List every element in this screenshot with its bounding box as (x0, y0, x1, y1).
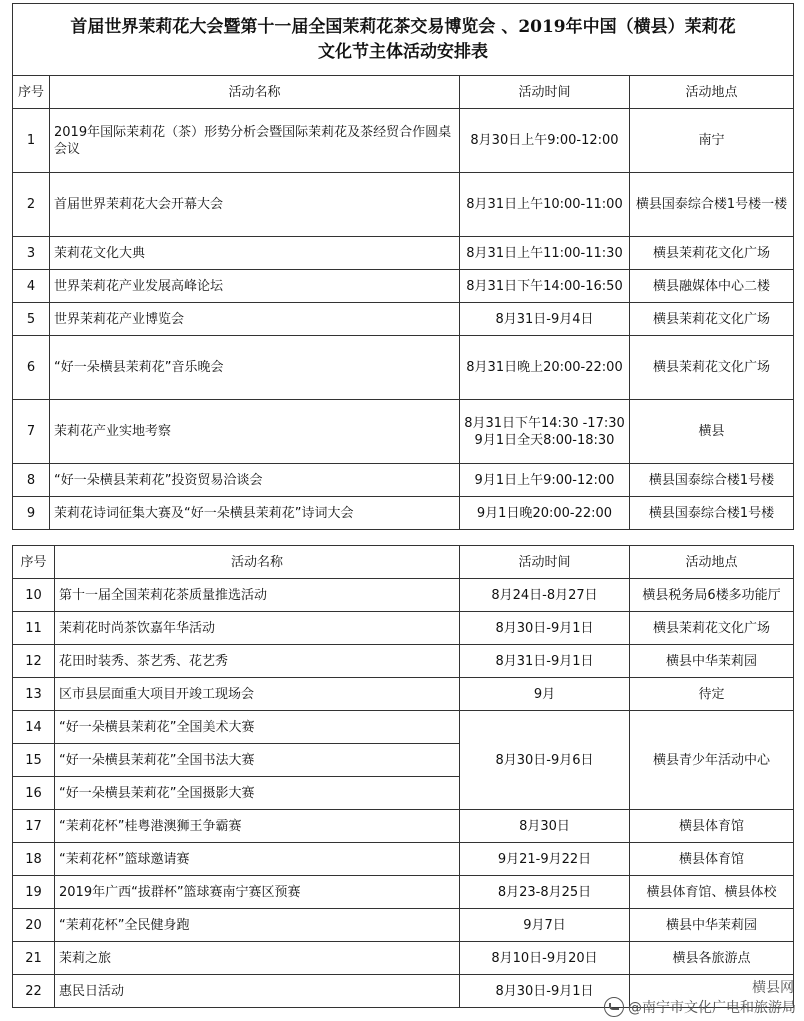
row-name: “茉莉花杯”全民健身跑 (55, 909, 460, 942)
row-place: 待定 (630, 678, 794, 711)
row-no: 2 (13, 173, 50, 237)
row-name: “茉莉花杯”桂粤港澳狮王争霸赛 (55, 810, 460, 843)
row-no: 5 (13, 303, 50, 336)
row-time-part-b: 9月1日全天8:00-18:30 (474, 432, 615, 448)
row-name: 2019年国际茉莉花（茶）形势分析会暨国际茉莉花及茶经贸合作圆桌会议 (50, 109, 460, 173)
watermark-site (752, 977, 794, 997)
row-no: 20 (13, 909, 55, 942)
row-place: 横县茉莉花文化广场 (630, 237, 794, 270)
watermark-site-label: 横县网 (752, 980, 794, 996)
row-place: 横县茉莉花文化广场 (630, 612, 794, 645)
row-no: 18 (13, 843, 55, 876)
row-place-merged: 横县青少年活动中心 (630, 711, 794, 810)
row-no: 16 (13, 777, 55, 810)
row-no: 15 (13, 744, 55, 777)
row-no: 1 (13, 109, 50, 173)
table-row (13, 336, 794, 400)
row-no: 10 (13, 579, 55, 612)
row-time: 8月31日-9月4日 (460, 303, 630, 336)
table-row (13, 810, 794, 843)
table-row (13, 612, 794, 645)
row-no: 11 (13, 612, 55, 645)
row-name: 惠民日活动 (55, 975, 460, 1008)
row-no: 12 (13, 645, 55, 678)
row-place: 横县茉莉花文化广场 (630, 303, 794, 336)
row-name: 茉莉花产业实地考察 (50, 400, 460, 464)
schedule-table-1 (12, 3, 794, 530)
row-no: 8 (13, 464, 50, 497)
table-row (13, 303, 794, 336)
header-name: 活动名称 (50, 76, 460, 109)
row-place: 横县中华茉莉园 (630, 909, 794, 942)
row-place: 横县茉莉花文化广场 (630, 336, 794, 400)
row-place: 横县体育馆 (630, 843, 794, 876)
row-no: 7 (13, 400, 50, 464)
table-row (13, 173, 794, 237)
row-time: 9月7日 (460, 909, 630, 942)
row-time: 8月10日-9月20日 (460, 942, 630, 975)
row-time-merged: 8月30日-9月6日 (460, 711, 630, 810)
table-header (13, 76, 794, 109)
row-place: 横县国泰综合楼1号楼一楼 (630, 173, 794, 237)
row-name: “好一朵横县茉莉花”全国书法大赛 (55, 744, 460, 777)
table-header (13, 546, 794, 579)
row-time-part-a: 8月31日下午14:30 -17:30 (464, 415, 625, 431)
row-time: 8月31日上午10:00-11:00 (460, 173, 630, 237)
row-time: 9月21-9月22日 (460, 843, 630, 876)
table-row (13, 109, 794, 173)
row-name: 世界茉莉花产业博览会 (50, 303, 460, 336)
row-time: 8月30日上午9:00-12:00 (460, 109, 630, 173)
table-row (13, 464, 794, 497)
header-no: 序号 (13, 546, 55, 579)
row-name: “好一朵横县茉莉花”全国摄影大赛 (55, 777, 460, 810)
table-row (13, 876, 794, 909)
header-place: 活动地点 (630, 76, 794, 109)
row-name: “好一朵横县茉莉花”全国美术大赛 (55, 711, 460, 744)
table-row (13, 678, 794, 711)
row-time: 8月30日-9月1日 (460, 975, 630, 1008)
row-name: 区市县层面重大项目开竣工现场会 (55, 678, 460, 711)
row-time: 9月 (460, 678, 630, 711)
row-time: 8月30日 (460, 810, 630, 843)
table-row (13, 711, 794, 744)
row-no: 14 (13, 711, 55, 744)
row-place: 横县融媒体中心二楼 (630, 270, 794, 303)
table-row (13, 909, 794, 942)
row-no: 21 (13, 942, 55, 975)
row-no: 9 (13, 497, 50, 530)
row-time: 8月31日晚上20:00-22:00 (460, 336, 630, 400)
row-name: 茉莉花文化大典 (50, 237, 460, 270)
header-no: 序号 (13, 76, 50, 109)
row-time: 8月24日-8月27日 (460, 579, 630, 612)
row-time: 9月1日上午9:00-12:00 (460, 464, 630, 497)
row-place: 横县中华茉莉园 (630, 645, 794, 678)
row-name: 茉莉之旅 (55, 942, 460, 975)
row-time: 9月1日晚20:00-22:00 (460, 497, 630, 530)
row-no: 22 (13, 975, 55, 1008)
table-row (13, 843, 794, 876)
schedule-table-2 (12, 545, 794, 1008)
row-time: 8月31日-9月1日 (460, 645, 630, 678)
row-no: 13 (13, 678, 55, 711)
row-name: “好一朵横县茉莉花”投资贸易洽谈会 (50, 464, 460, 497)
title-line-1: 首届世界茉莉花大会暨第十一届全国茉莉花茶交易博览会 、2019年中国（横县）茉莉花 (70, 16, 736, 37)
row-name: 首届世界茉莉花大会开幕大会 (50, 173, 460, 237)
row-time (460, 400, 630, 464)
table-row (13, 400, 794, 464)
row-name: 茉莉花诗词征集大赛及“好一朵横县茉莉花”诗词大会 (50, 497, 460, 530)
row-time: 8月31日上午11:00-11:30 (460, 237, 630, 270)
table-row (13, 497, 794, 530)
schedule-sheet-1 (12, 3, 793, 530)
row-place: 横县国泰综合楼1号楼 (630, 497, 794, 530)
row-name: 世界茉莉花产业发展高峰论坛 (50, 270, 460, 303)
table-row (13, 237, 794, 270)
row-place: 横县 (630, 400, 794, 464)
header-time: 活动时间 (460, 546, 630, 579)
table-row (13, 270, 794, 303)
row-place: 横县税务局6楼多功能厅 (630, 579, 794, 612)
weibo-logo-icon (604, 997, 624, 1017)
row-place: 横县国泰综合楼1号楼 (630, 464, 794, 497)
header-name: 活动名称 (55, 546, 460, 579)
row-no: 17 (13, 810, 55, 843)
row-name: 2019年广西“拔群杯”篮球赛南宁赛区预赛 (55, 876, 460, 909)
row-name: 花田时装秀、茶艺秀、花艺秀 (55, 645, 460, 678)
row-name: 第十一届全国茉莉花茶质量推选活动 (55, 579, 460, 612)
row-name: 茉莉花时尚茶饮嘉年华活动 (55, 612, 460, 645)
row-time: 8月30日-9月1日 (460, 612, 630, 645)
row-no: 19 (13, 876, 55, 909)
row-time: 8月23-8月25日 (460, 876, 630, 909)
row-no: 3 (13, 237, 50, 270)
title-line-2: 文化节主体活动安排表 (318, 41, 489, 62)
row-no: 6 (13, 336, 50, 400)
header-place: 活动地点 (630, 546, 794, 579)
schedule-sheet-2 (12, 545, 793, 1008)
row-place: 横县各旅游点 (630, 942, 794, 975)
page-title (13, 4, 794, 76)
row-place: 横县体育馆 (630, 810, 794, 843)
row-name: “茉莉花杯”篮球邀请赛 (55, 843, 460, 876)
table-row (13, 942, 794, 975)
watermark (604, 997, 796, 1017)
row-place: 横县体育馆、横县体校 (630, 876, 794, 909)
table-row (13, 645, 794, 678)
row-no: 4 (13, 270, 50, 303)
table-row (13, 579, 794, 612)
row-time: 8月31日下午14:00-16:50 (460, 270, 630, 303)
row-place: 南宁 (630, 109, 794, 173)
header-time: 活动时间 (460, 76, 630, 109)
row-name: “好一朵横县茉莉花”音乐晚会 (50, 336, 460, 400)
watermark-text: @南宁市文化广电和旅游局 (628, 1000, 796, 1016)
